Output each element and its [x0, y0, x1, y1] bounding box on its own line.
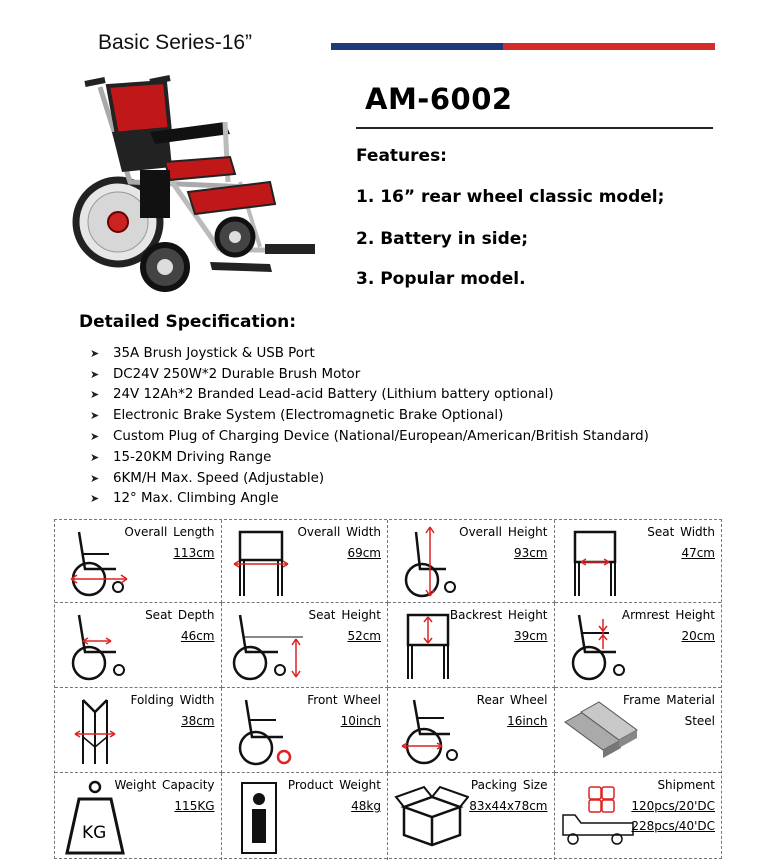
feature-item: 3. Popular model.: [356, 269, 526, 289]
dimension-value: 69cm: [347, 546, 381, 560]
arrow-bullet-icon: ➤: [90, 471, 100, 485]
armrest-height-icon: [561, 607, 631, 682]
folding-width-icon: [61, 692, 131, 767]
dimension-value: 46cm: [180, 629, 215, 643]
dimension-cell: [222, 603, 389, 688]
dimension-value: 93cm: [513, 546, 548, 560]
arrow-bullet-icon: ➤: [90, 430, 100, 444]
dimension-value: 20cm: [681, 629, 715, 643]
arrow-bullet-icon: ➤: [90, 346, 100, 360]
dimension-label: Folding Width: [130, 693, 215, 707]
dimension-value: 52cm: [347, 629, 381, 643]
accent-bar-red: [503, 43, 715, 50]
arrow-bullet-icon: ➤: [90, 367, 100, 381]
front-wheel-icon: [228, 692, 298, 767]
series-title: Basic Series-16”: [98, 31, 253, 54]
spec-item: ➤ 15-20KM Driving Range: [90, 449, 272, 465]
dimension-grid: [54, 519, 722, 859]
dimension-value: Steel: [684, 714, 715, 728]
accent-bar-blue: [331, 43, 503, 50]
dimension-label: Front Wheel: [307, 693, 381, 707]
dimension-cell: [55, 520, 222, 603]
dimension-label: Armrest Height: [621, 608, 715, 622]
spec-item: ➤ Electronic Brake System (Electromagnetic Brake Optional): [90, 408, 504, 424]
dimension-value-secondary: 228pcs/40'DC: [631, 819, 715, 833]
arrow-bullet-icon: ➤: [90, 409, 100, 423]
dimension-cell: [222, 688, 389, 773]
dimension-cell: [222, 520, 389, 603]
dimension-cell: [55, 603, 222, 688]
dimension-value: 47cm: [681, 546, 715, 560]
dimension-value: 39cm: [513, 629, 548, 643]
spec-item: ➤ 35A Brush Joystick & USB Port: [90, 345, 315, 361]
dimension-label: Seat Width: [647, 525, 715, 539]
dimension-value: 83x44x78cm: [469, 799, 548, 813]
spec-item: ➤ 12° Max. Climbing Angle: [90, 491, 279, 507]
rear-wheel-icon: [394, 692, 464, 767]
dimension-label: Overall Height: [459, 525, 548, 539]
specification-list: [90, 343, 649, 509]
spec-item: ➤ DC24V 250W*2 Durable Brush Motor: [90, 366, 361, 382]
wheelchair-product-image: [70, 72, 320, 300]
spec-item: ➤ Custom Plug of Charging Device (National/European/American/British Standard): [90, 429, 649, 445]
dimension-cell: [388, 520, 555, 603]
dimension-value: 38cm: [180, 714, 215, 728]
arrow-bullet-icon: ➤: [90, 492, 100, 506]
dimension-cell: [388, 603, 555, 688]
dimension-value: 48kg: [351, 799, 381, 813]
dimension-cell: [555, 688, 722, 773]
dimension-value: 120pcs/20'DC: [631, 799, 715, 813]
dimension-label: Rear Wheel: [476, 693, 548, 707]
dimension-value: 16inch: [507, 714, 548, 728]
dimension-label: Product Weight: [287, 778, 381, 792]
overall-length-icon: [61, 524, 131, 599]
dimension-label: Overall Length: [124, 525, 215, 539]
dimension-cell: [555, 773, 722, 860]
overall-width-icon: [228, 524, 298, 599]
feature-item: 2. Battery in side;: [356, 229, 529, 249]
packing-size-icon: [394, 777, 469, 857]
dimension-label: Weight Capacity: [114, 778, 215, 792]
dimension-cell: [388, 773, 555, 860]
dimension-label: Overall Width: [297, 525, 381, 539]
dimension-label: Packing Size: [470, 778, 548, 792]
kg-label: KG: [82, 823, 107, 843]
dimension-cell: [555, 603, 722, 688]
dimension-value: 10inch: [340, 714, 381, 728]
dimension-label: Backrest Height: [449, 608, 548, 622]
dimension-cell: [55, 688, 222, 773]
overall-height-icon: [394, 524, 464, 599]
seat-depth-icon: [61, 607, 131, 682]
seat-height-icon: [228, 607, 308, 682]
shipment-icon: [561, 777, 639, 857]
dimension-label: Seat Depth: [145, 608, 215, 622]
model-number: AM-6002: [365, 82, 513, 116]
dimension-cell: [555, 520, 722, 603]
dimension-value: 115KG: [174, 799, 215, 813]
seat-width-icon: [561, 524, 631, 599]
arrow-bullet-icon: ➤: [90, 450, 100, 464]
feature-item: 1. 16” rear wheel classic model;: [356, 187, 665, 207]
dimension-cell: [55, 773, 222, 860]
dimension-cell: [388, 688, 555, 773]
product-weight-icon: [228, 777, 288, 857]
dimension-cell: [222, 773, 389, 860]
arrow-bullet-icon: ➤: [90, 388, 100, 402]
specification-heading: Detailed Specification:: [79, 312, 297, 332]
spec-item: ➤ 6KM/H Max. Speed (Adjustable): [90, 470, 325, 486]
dimension-label: Shipment: [657, 778, 715, 792]
dimension-label: Frame Material: [623, 693, 715, 707]
dimension-value: 113cm: [173, 546, 215, 560]
features-heading: Features:: [356, 146, 447, 166]
model-underline: [356, 127, 713, 129]
dimension-label: Seat Height: [308, 608, 381, 622]
spec-item: ➤ 24V 12Ah*2 Branded Lead-acid Battery (Lithium battery optional): [90, 387, 554, 403]
